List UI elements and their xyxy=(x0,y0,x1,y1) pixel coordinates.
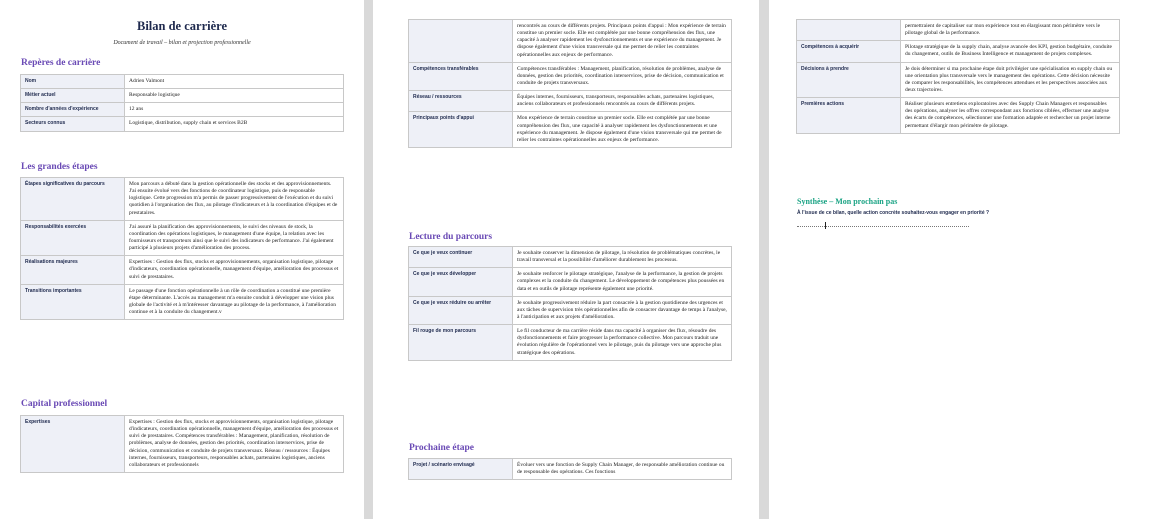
text-cursor xyxy=(825,222,826,229)
table-row xyxy=(409,62,732,90)
heading-synthese: Synthèse – Mon prochain pas xyxy=(797,197,898,206)
table-prochaine-continued xyxy=(796,19,1120,134)
page-2 xyxy=(373,0,759,519)
heading-capital: Capital professionnel xyxy=(21,399,108,409)
table-etapes xyxy=(20,177,344,320)
table-row xyxy=(21,89,344,103)
row-label: Réalisations majeures xyxy=(21,256,125,284)
row-label: Nom xyxy=(21,75,125,89)
row-value: Je souhaite progressivement réduire la part consacrée à la gestion quotidienne des urgences et aux tâches de supervision très opérationnelles afin de consacrer davantage de temps à l'analyse, à l'anticipation et aux projets d'amélioration. xyxy=(513,296,732,324)
table-row xyxy=(797,41,1120,62)
table-row xyxy=(409,91,732,112)
row-value: rencontrés au cours de différents projets. Principaux points d'appui : Mon expérience de terrain constitue un premier socle. Elle est complétée par une bonne compréhension des flux, une capacité à analyser rapidement les dysfonctionnements et une expérience du management. Je dispose également d'une vision transversale qui me permet de relier les contraintes opérationnelles aux enjeux de performance. xyxy=(513,20,732,63)
row-value: Expertises : Gestion des flux, stocks et approvisionnements, organisation logistique, pilotage d'indicateurs, coordination opérationnelle, management d'équipe, amélioration des processus et suivi de prestataires. xyxy=(125,256,344,284)
table-reperes xyxy=(20,74,344,132)
table-row xyxy=(21,75,344,89)
page-1 xyxy=(0,0,364,519)
row-value: Je dois déterminer si ma prochaine étape doit privilégier une spécialisation en supply chain ou une orientation plus transversale vers le management des opérations. Cette décision nécessite de comparer les responsabilités, les compétences attendues et les perspectives associées aux deux trajectoires. xyxy=(901,62,1120,98)
table-row xyxy=(21,178,344,221)
table-row xyxy=(409,112,732,148)
table-row xyxy=(409,247,732,268)
table-row xyxy=(409,296,732,324)
row-label: Nombre d'années d'expérience xyxy=(21,103,125,117)
row-label: Responsabilités exercées xyxy=(21,220,125,256)
row-value: Équipes internes, fournisseurs, transporteurs, responsables achats, partenaires logistiques, anciens collaborateurs et professionnels rencontrés au cours de différents projets. xyxy=(513,91,732,112)
row-label: Premières actions xyxy=(797,98,901,134)
table-row xyxy=(797,98,1120,134)
row-label: Secteurs connus xyxy=(21,117,125,131)
row-value: Je souhaite conserver la dimension de pilotage, la résolution de problématiques concrètes, le travail transversal et la possibilité d'améliorer durablement les processus. xyxy=(513,247,732,268)
document-subtitle: Document de travail – bilan et projection professionnelle xyxy=(113,40,251,46)
row-label: Métier actuel xyxy=(21,89,125,103)
row-label: Compétences à acquérir xyxy=(797,41,901,62)
table-capital xyxy=(20,415,344,473)
row-label: Projet / scénario envisagé xyxy=(409,459,513,480)
row-value: Le fil conducteur de ma carrière réside dans ma capacité à organiser des flux, résoudre des dysfonctionnements et faire progresser la performance collective. Mon parcours traduit une évolution régulière de l'opérationnel vers le pilotage, puis du pilotage vers une approche plus stratégique des opérations. xyxy=(513,325,732,361)
heading-lecture: Lecture du parcours xyxy=(409,232,493,242)
row-value: Évoluer vers une fonction de Supply Chain Manager, de responsable amélioration continue ou de responsable des opérations. Ces fonctions xyxy=(513,459,732,480)
row-value: 12 ans xyxy=(125,103,344,117)
page-3 xyxy=(769,0,1160,519)
row-value: Pilotage stratégique de la supply chain, analyse avancée des KPI, gestion budgétaire, conduite du changement, outils de Business Intelligence et management de projets complexes. xyxy=(901,41,1120,62)
row-label xyxy=(409,20,513,63)
row-value: Responsable logistique xyxy=(125,89,344,103)
table-row xyxy=(409,459,732,480)
row-label: Ce que je veux développer xyxy=(409,268,513,296)
row-value: permettraient de capitaliser sur mon expérience tout en élargissant mon périmètre vers le pilotage global de la performance. xyxy=(901,20,1120,41)
row-value: Compétences transférables : Management, planification, résolution de problèmes, analyse de données, gestion des priorités, coordination interservices, prise de décision, communication et conduite de projets transversaux. xyxy=(513,62,732,90)
row-label: Réseau / ressources xyxy=(409,91,513,112)
answer-field[interactable] xyxy=(797,226,969,227)
row-label: Fil rouge de mon parcours xyxy=(409,325,513,361)
heading-reperes: Repères de carrière xyxy=(21,58,101,68)
table-lecture xyxy=(408,246,732,361)
row-value: Je souhaite renforcer le pilotage stratégique, l'analyse de la performance, la gestion de projets complexes et la conduite du changement. Le développement de compétences plus poussées en data et en outils de pilotage représente également une priorité. xyxy=(513,268,732,296)
row-label: Compétences transférables xyxy=(409,62,513,90)
row-value: Logistique, distribution, supply chain et services B2B xyxy=(125,117,344,131)
table-row xyxy=(21,117,344,131)
row-label xyxy=(797,20,901,41)
row-value: Le passage d'une fonction opérationnelle à un rôle de coordination a constitué une première étape déterminante. L'accès au management m'a ensuite conduit à développer une vision plus globale de l'activité et à m'intéresser davantage au pilotage de la performance, à l'amélioration continue et à la conduite du changement.v xyxy=(125,284,344,320)
row-label: Transitions importantes xyxy=(21,284,125,320)
table-row xyxy=(21,416,344,473)
table-row xyxy=(797,20,1120,41)
row-value: Réaliser plusieurs entretiens exploratoires avec des Supply Chain Managers et responsables des opérations, analyser les offres correspondant aux fonctions ciblées, effectuer une analyse des écarts de compétences, sélectionner une formation adaptée et rechercher un projet interne permettant d'élargir mon périmètre de pilotage. xyxy=(901,98,1120,134)
row-label: Étapes significatives du parcours xyxy=(21,178,125,221)
table-row xyxy=(21,220,344,256)
table-row xyxy=(797,62,1120,98)
table-prochaine xyxy=(408,458,732,480)
table-row xyxy=(409,325,732,361)
synthese-question: À l'issue de ce bilan, quelle action concrète souhaitez-vous engager en priorité ? xyxy=(797,210,990,216)
row-label: Ce que je veux réduire ou arrêter xyxy=(409,296,513,324)
heading-etapes: Les grandes étapes xyxy=(21,162,98,172)
table-row xyxy=(409,268,732,296)
table-row xyxy=(21,284,344,320)
row-value: J'ai assuré la planification des approvisionnements, le suivi des niveaux de stock, la coordination des opérations logistiques, le management d'une équipe, la relation avec les fournisseurs et transporteurs ainsi que le suivi des indicateurs de performance. J'ai également participé à plusieurs projets d'amélioration des process. xyxy=(125,220,344,256)
row-value: Mon expérience de terrain constitue un premier socle. Elle est complétée par une bonne compréhension des flux, une capacité à analyser rapidement les dysfonctionnements et une expérience du management. Je dispose également d'une vision transversale qui me permet de relier les contraintes opérationnelles aux enjeux de performance. xyxy=(513,112,732,148)
table-capital-continued xyxy=(408,19,732,148)
row-value: Adrien Valmont xyxy=(125,75,344,89)
row-label: Décisions à prendre xyxy=(797,62,901,98)
row-label: Ce que je veux continuer xyxy=(409,247,513,268)
row-label: Principaux points d'appui xyxy=(409,112,513,148)
table-row xyxy=(409,20,732,63)
heading-prochaine: Prochaine étape xyxy=(409,443,474,453)
table-row xyxy=(21,103,344,117)
row-value: Expertises : Gestion des flux, stocks et approvisionnements, organisation logistique, pilotage d'indicateurs, coordination opérationnelle, management d'équipe, amélioration des processus et suivi de prestataires. Compétences transférables : Management, planification, résolution de problèmes, analyse de données, gestion des priorités, coordination interservices, prise de décision, communication et conduite de projets transversaux. Réseau / ressources : Équipes internes, fournisseurs, transporteurs, responsables achats, partenaires logistiques, anciens collaborateurs et professionnels xyxy=(125,416,344,473)
table-row xyxy=(21,256,344,284)
row-label: Expertises xyxy=(21,416,125,473)
document-title: Bilan de carrière xyxy=(136,19,228,33)
row-value: Mon parcours a débuté dans la gestion opérationnelle des stocks et des approvisionnements. J'ai ensuite évolué vers des fonctions de coordinateur logistique, puis de responsable logistique. Cette progression m'a permis de passer progressivement de l'exécution et du suivi quotidien à l'organisation des flux, au pilotage d'indicateurs et à la coordination d'équipes et de prestataires. xyxy=(125,178,344,221)
